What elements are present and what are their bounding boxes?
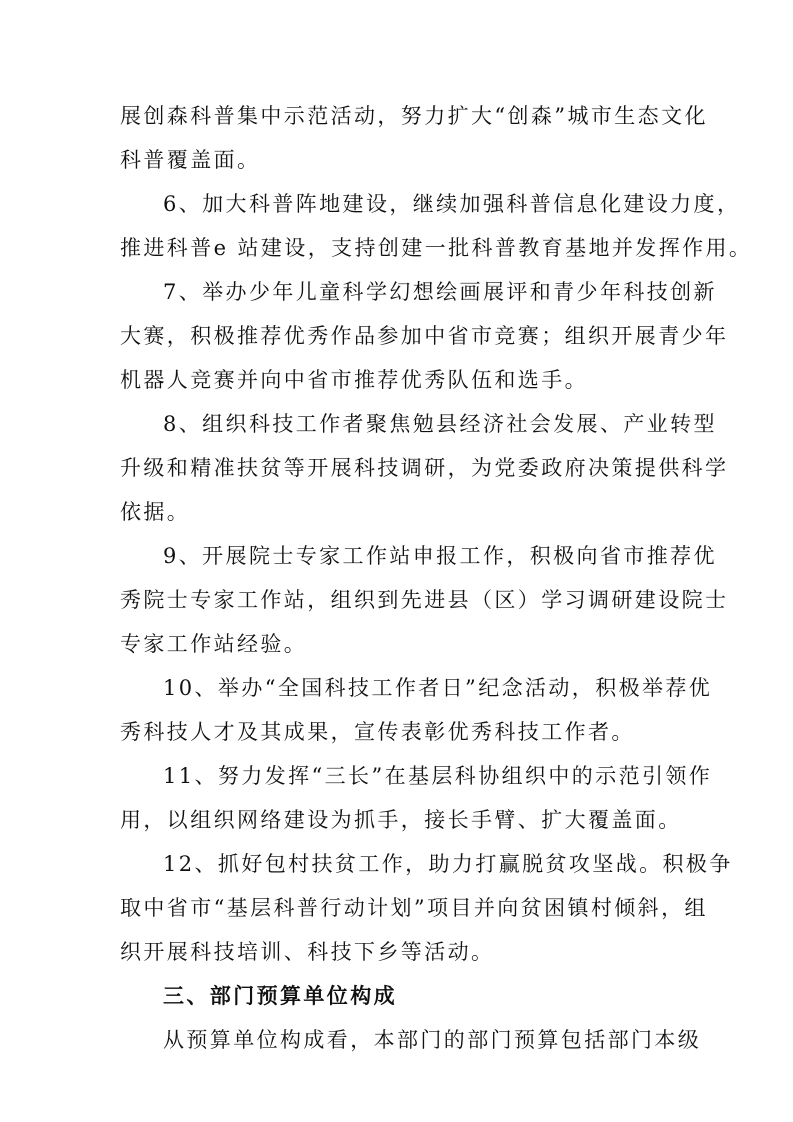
list-item-10: 10、举办“全国科技工作者日”纪念活动，积极举荐优 [163, 676, 713, 700]
list-item-6: 6、加大科普阵地建设，继续加强科普信息化建设力度， [163, 192, 741, 216]
text-line: 大赛，积极推荐优秀作品参加中省市竞赛；组织开展青少年 [120, 324, 729, 348]
list-item-11: 11、努力发挥“三长”在基层科协组织中的示范引领作 [163, 764, 713, 788]
text-line: 用，以组织网络建设为抓手，接长手臂、扩大覆盖面。 [120, 808, 682, 832]
list-item-7: 7、举办少年儿童科学幻想绘画展评和青少年科技创新 [163, 280, 717, 304]
text-line: 展创森科普集中示范活动，努力扩大“创森”城市生态文化 [120, 104, 708, 128]
text-line: 科普覆盖面。 [120, 148, 261, 172]
text-line: 机器人竞赛并向中省市推荐优秀队伍和选手。 [120, 368, 588, 392]
list-item-9: 9、开展院士专家工作站申报工作，积极向省市推荐优 [163, 544, 717, 568]
text-line: 升级和精准扶贫等开展科技调研，为党委政府决策提供科学 [120, 456, 729, 480]
text-line: 秀科技人才及其成果，宣传表彰优秀科技工作者。 [120, 720, 635, 744]
text-line: 秀院士专家工作站，组织到先进县（区）学习调研建设院士 [120, 588, 729, 612]
text-line: 推进科普e 站建设，支持创建一批科普教育基地并发挥作用。 [120, 236, 753, 260]
text-line: 依据。 [120, 500, 191, 524]
list-item-12: 12、抓好包村扶贫工作，助力打赢脱贫攻坚战。积极争 [163, 852, 733, 876]
text-line: 取中省市“基层科普行动计划”项目并向贫困镇村倾斜，组 [120, 896, 708, 920]
paragraph-start: 从预算单位构成看，本部门的部门预算包括部门本级 [163, 1028, 702, 1052]
text-line: 专家工作站经验。 [120, 632, 308, 656]
section-heading: 三、部门预算单位构成 [163, 983, 397, 1008]
list-item-8: 8、组织科技工作者聚焦勉县经济社会发展、产业转型 [163, 412, 717, 436]
text-line: 织开展科技培训、科技下乡等活动。 [120, 940, 495, 964]
